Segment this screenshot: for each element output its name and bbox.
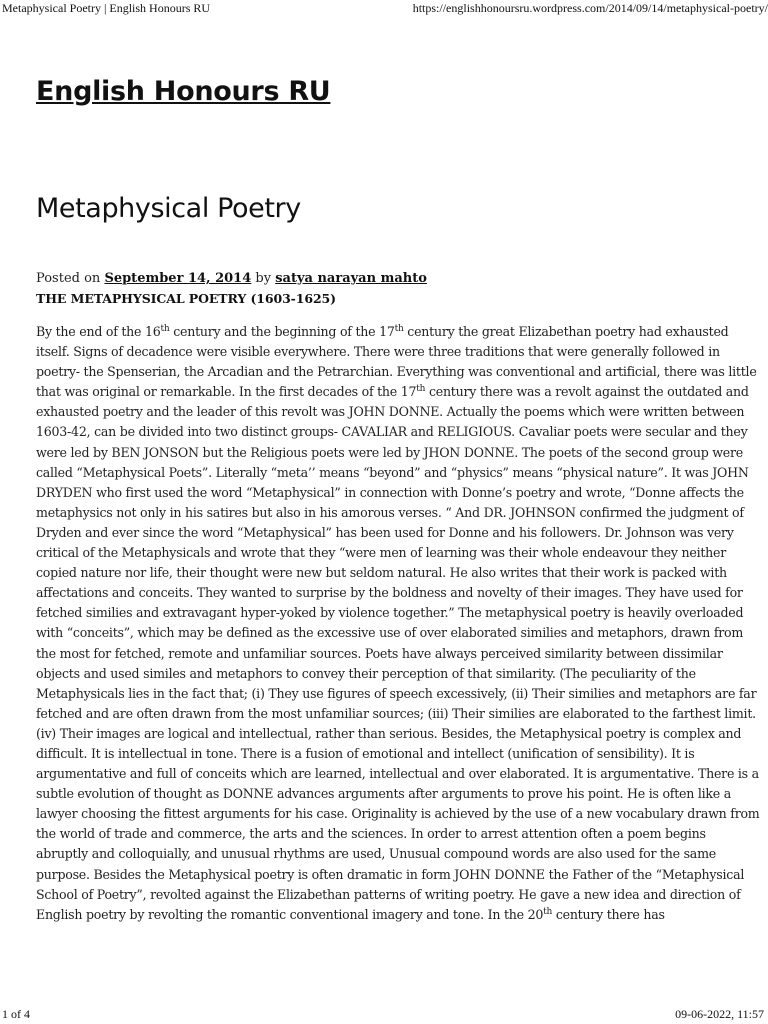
- print-datetime: 09-06-2022, 11:57: [675, 1007, 764, 1021]
- author-link[interactable]: satya narayan mahto: [275, 271, 427, 286]
- print-footer: [0, 1008, 768, 1024]
- post-date-link[interactable]: September 14, 2014: [104, 271, 252, 286]
- article-body: [36, 322, 761, 992]
- print-url: https://englishhonoursru.wordpress.com/2014/09/14/metaphysical-poetry/: [412, 1, 768, 15]
- ordinal-suffix: th: [160, 323, 170, 334]
- page-number: 1 of 4: [2, 1007, 30, 1021]
- article-text-5: century there has: [552, 906, 665, 922]
- article-text-3: century the great Elizabethan poetry had exhausted itself. Signs of decadence were visible everywhere. There were three traditions that were generally followed in poetry- the Spenserian, the Arcadian and the Petrarchian. Everything was conventional and artificial, there was little that was original or remarkable. In the first decades of the 17: [36, 324, 757, 400]
- posted-on-label: Posted on: [36, 271, 101, 286]
- article-text-1: By the end of the 16: [36, 324, 161, 339]
- print-page-title: Metaphysical Poetry | English Honours RU: [2, 1, 211, 15]
- ordinal-suffix: th: [416, 384, 426, 395]
- ordinal-suffix: th: [394, 323, 404, 334]
- ordinal-suffix: th: [543, 906, 553, 917]
- post-title: Metaphysical Poetry: [36, 193, 301, 224]
- print-header: [0, 0, 768, 16]
- article-text-2: century and the beginning of the 17: [169, 324, 395, 339]
- article-text-4: century there was a revolt against the outdated and exhausted poetry and the leader of this revolt was JOHN DONNE. Actually the poems which were written between 1603-42, can be divided into two distinct groups- CAVALIAR and RELIGIOUS. Cavaliar poets were secular and they were led by BEN JONSON but the Religious poets were led by JHON DONNE. The poets of the second group were called “Metaphysical Poets”. Literally “meta’’ means “beyond” and “physics” means “physical nature”. It was JOHN DRYDEN who first used the word “Metaphysical” in connection with Donne’s poetry and wrote, “Donne affects the metaphysics not only in his satires but also in his amorous verses. “ And DR. JOHNSON confirmed the judgment of Dryden and ever since the word “Metaphysical” has been used for Donne and his followers. Dr. Johnson was very critical of the Metaphysicals and wrote that they “were men of learning was their whole endeavour they neither copied nature nor life, their thought were new but seldom natural. He also writes that their work is packed with affectations and conceits. They wanted to surprise by the boldness and novelty of their images. They have used for fetched similies and extravagant hyper-yoked by violence together.” The metaphysical poetry is heavily overloaded with “conceits”, which may be defined as the excessive use of over elaborated similies and metaphors, drawn from the most for fetched, remote and unfamiliar sources. Poets have always perceived similarity between dissimilar objects and used similes and metaphors to convey their perception of that similarity. (The peculiarity of the Metaphysicals lies in the fact that; (i) They use figures of speech excessively, (ii) Their similies and metaphors are far fetched and are often drawn from the most unfamiliar sources; (iii) Their similies are elaborated to the farthest limit. (iv) Their images are logical and intellectual, rather than serious. Besides, the Metaphysical poetry is complex and difficult. It is intellectual in tone. There is a fusion of emotional and intellect (unification of sensibility). It is argumentative and full of conceits which are learned, intellectual and over elaborated. It is argumentative. There is a subtle evolution of thought as DONNE advances arguments after arguments to prove his point. He is often like a lawyer choosing the fittest arguments for his case. Originality is achieved by the use of a new vocabulary drawn from the world of trade and commerce, the arts and the sciences. In order to arrest attention often a poem begins abruptly and colloquially, and unusual rhythms are used, Unusual compound words are also used for the same purpose. Besides the Metaphysical poetry is often dramatic in form JOHN DONNE the Father of the “Metaphysical School of Poetry”, revolted against the Elizabethan patterns of writing poetry. He gave a new idea and direction of English poetry by revolting the romantic conventional imagery and tone. In the 20: [36, 384, 760, 922]
- article-subheading: THE METAPHYSICAL POETRY (1603-1625): [36, 291, 336, 306]
- site-title[interactable]: English Honours RU: [36, 76, 331, 107]
- by-label: by: [255, 271, 272, 286]
- post-meta: [36, 271, 427, 286]
